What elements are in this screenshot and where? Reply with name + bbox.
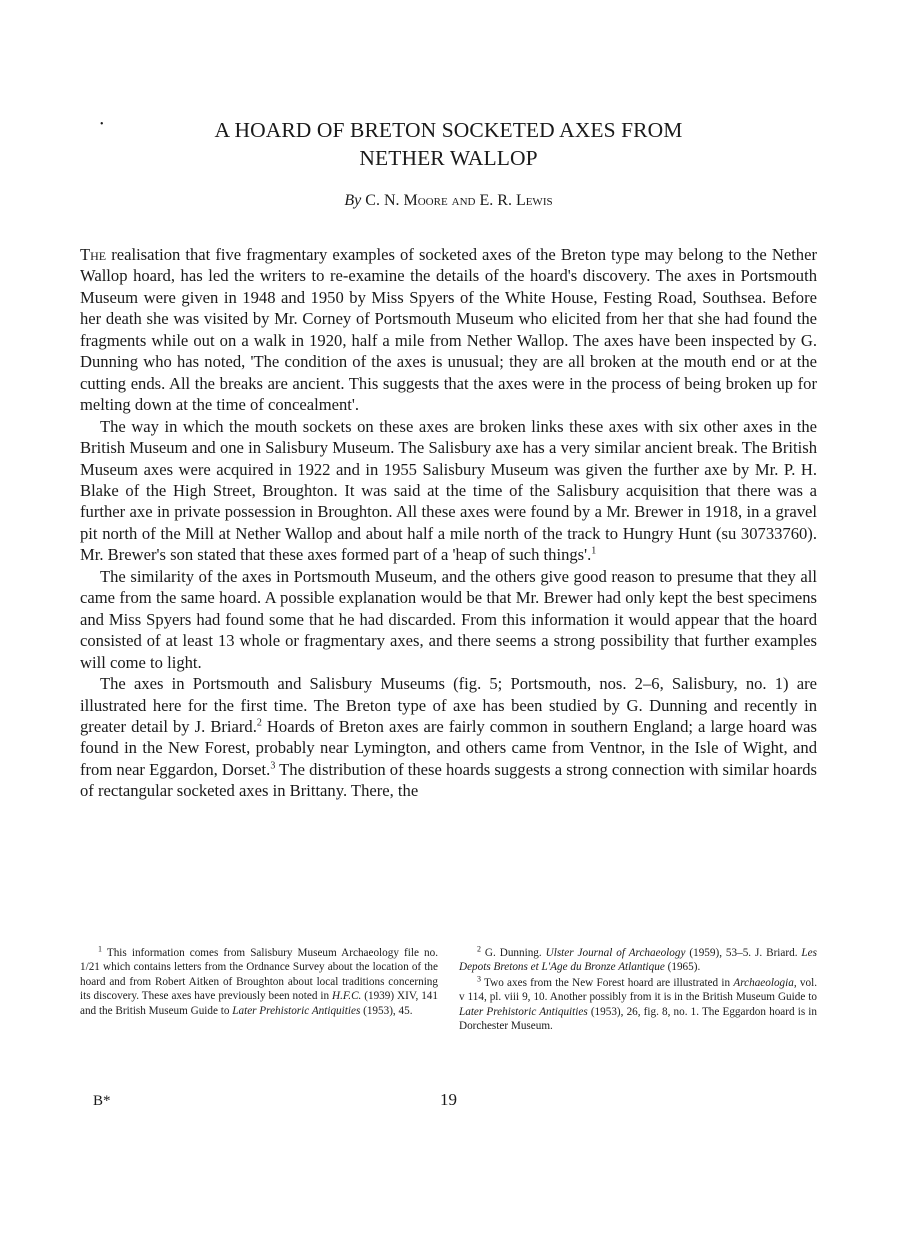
footnote-2-italic-a: Ulster Journal of Archaeology — [545, 947, 686, 959]
footnote-1-italic-b: Later Prehistoric Antiquities — [232, 1004, 361, 1017]
byline-authors: C. N. Moore and E. R. Lewis — [365, 192, 553, 209]
paragraph-1-lead: The — [80, 245, 107, 264]
paragraph-4-text-a: The axes in Portsmouth and Salisbury Museums (fig. 5; Portsmouth, nos. 2–6, Salisbury, no. 1) are illustrated here for the first time. The Breton type of axe has been studied by G. Dunning and recently in greater detail by J. Briard. — [80, 674, 817, 736]
footnote-1-text-b: (1939) XIV, 141 and the British Museum Guide to — [80, 990, 438, 1017]
paragraph-2-text: The way in which the mouth sockets on these axes are broken links these axes with six other axes in the British Museum and one in Salisbury Museum. The Salisbury axe has a very similar ancient break. The British Museum axes were acquired in 1922 and in 1955 Salisbury Museum was given the further axe by Mr. P. H. Blake of the High Street, Broughton. It was said at the time of the Salisbury acquisition that there was a further axe in private possession in Broughton. All these axes were found by a Mr. Brewer in 1918, in a gravel pit north of the Mill at Nether Wallop and about half a mile north of the track to Hungry Hunt (su 30733760). Mr. Brewer's son stated that these axes formed part of a 'heap of such things'. — [80, 416, 817, 565]
footnote-ref-1: 1 — [591, 545, 597, 557]
title-line-2: NETHER WALLOP — [359, 146, 538, 170]
paragraph-1-text: realisation that five fragmentary examples of socketed axes of the Breton type may belong to the Nether Wallop hoard, has led the writers to re-examine the details of the hoard's discovery. The axes in Portsmouth Museum were given in 1948 and 1950 by Miss Spyers of the White House, Festing Road, Southsea. Before her death she was visited by Mr. Corney of Portsmouth Museum who elicited from her that she had found the fragments while out on a walk in 1920, half a mile from Nether Wallop. The axes have been inspected by G. Dunning who has noted, 'The condition of the axes is unusual; they are all broken at the mouth end or at the cutting ends. All the breaks are ancient. This suggests that the axes were in the process of being broken up for melting down at the time of concealment'. — [80, 245, 817, 415]
footnote-3-text-b: vol. v 114, pl. viii 9, 10. Another possibly from it is in the British Museum Guide to — [459, 976, 817, 1004]
article-title — [80, 116, 817, 172]
footnote-1 — [80, 946, 438, 1018]
article-body — [80, 244, 817, 802]
signature-mark: B* — [93, 1093, 111, 1109]
footnote-1-number: 1 — [98, 944, 102, 954]
footnotes — [80, 946, 817, 1034]
page-number: 19 — [440, 1090, 457, 1109]
paragraph-3-text: The similarity of the axes in Portsmouth Museum, and the others give good reason to presume that they all came from the same hoard. A possible explanation would be that Mr. Brewer had only kept the best specimens and Miss Spyers had found some that he had discarded. From this information it would appear that the hoard consisted of at least 13 whole or fragmentary axes, and there seems a strong possibility that further examples will come to light. — [80, 566, 817, 672]
paragraph-4-text-b: Hoards of Breton axes are fairly common in southern England; a large hoard was found in the New Forest, probably near Lymington, and others came from Ventnor, in the Isle of Wight, and from near Eggardon, Dorset. — [80, 716, 817, 779]
footnote-3-text-c: (1953), 26, fig. 8, no. 1. The Eggardon hoard is in Dorchester Museum. — [459, 1005, 817, 1033]
footnote-2-number: 2 — [477, 944, 481, 954]
footnote-2-text-b: (1959), 53–5. J. Briard. — [685, 947, 802, 959]
stray-mark: • — [100, 119, 104, 130]
footnote-2 — [459, 946, 817, 975]
paragraph-3 — [80, 566, 817, 673]
footnote-ref-3: 3 — [270, 760, 276, 772]
footnote-1-text-a: This information comes from Salisbury Museum Archaeology file no. 1/21 which contains letters from the Ordnance Survey about the location of the hoard and from Robert Aitken of Broughton about local traditions concerning its discovery. These axes have previously been noted in — [80, 947, 438, 1003]
footnote-2-italic-b: Les Depots Bretons et L'Age du Bronze Atlantique — [459, 947, 817, 974]
footnote-3-number: 3 — [477, 974, 481, 984]
footnotes-right-column — [459, 946, 817, 1034]
paragraph-1 — [80, 244, 817, 416]
paragraph-2 — [80, 416, 817, 566]
title-line-1: A HOARD OF BRETON SOCKETED AXES FROM — [214, 118, 683, 142]
footnote-3-text-a: Two axes from the New Forest hoard are illustrated in — [481, 976, 734, 989]
footnote-2-text-c: (1965). — [664, 961, 701, 974]
footnote-ref-2: 2 — [256, 717, 262, 729]
footnote-3-italic-a: Archaeologia, — [733, 976, 797, 989]
byline-by: By — [344, 192, 362, 209]
paragraph-4 — [80, 673, 817, 802]
paragraph-4-text-c: The distribution of these hoards suggests a strong connection with similar hoards of rectangular socketed axes in Brittany. There, the — [80, 759, 817, 801]
footnote-3-italic-b: Later Prehistoric Antiquities — [459, 1005, 588, 1018]
footnotes-left-column — [80, 946, 438, 1034]
footnote-2-text-a: G. Dunning. — [481, 947, 546, 959]
footnote-1-text-c: (1953), 45. — [360, 1004, 413, 1017]
footnote-1-italic-a: H.F.C. — [332, 990, 362, 1003]
byline — [80, 191, 817, 211]
footnote-3 — [459, 976, 817, 1034]
